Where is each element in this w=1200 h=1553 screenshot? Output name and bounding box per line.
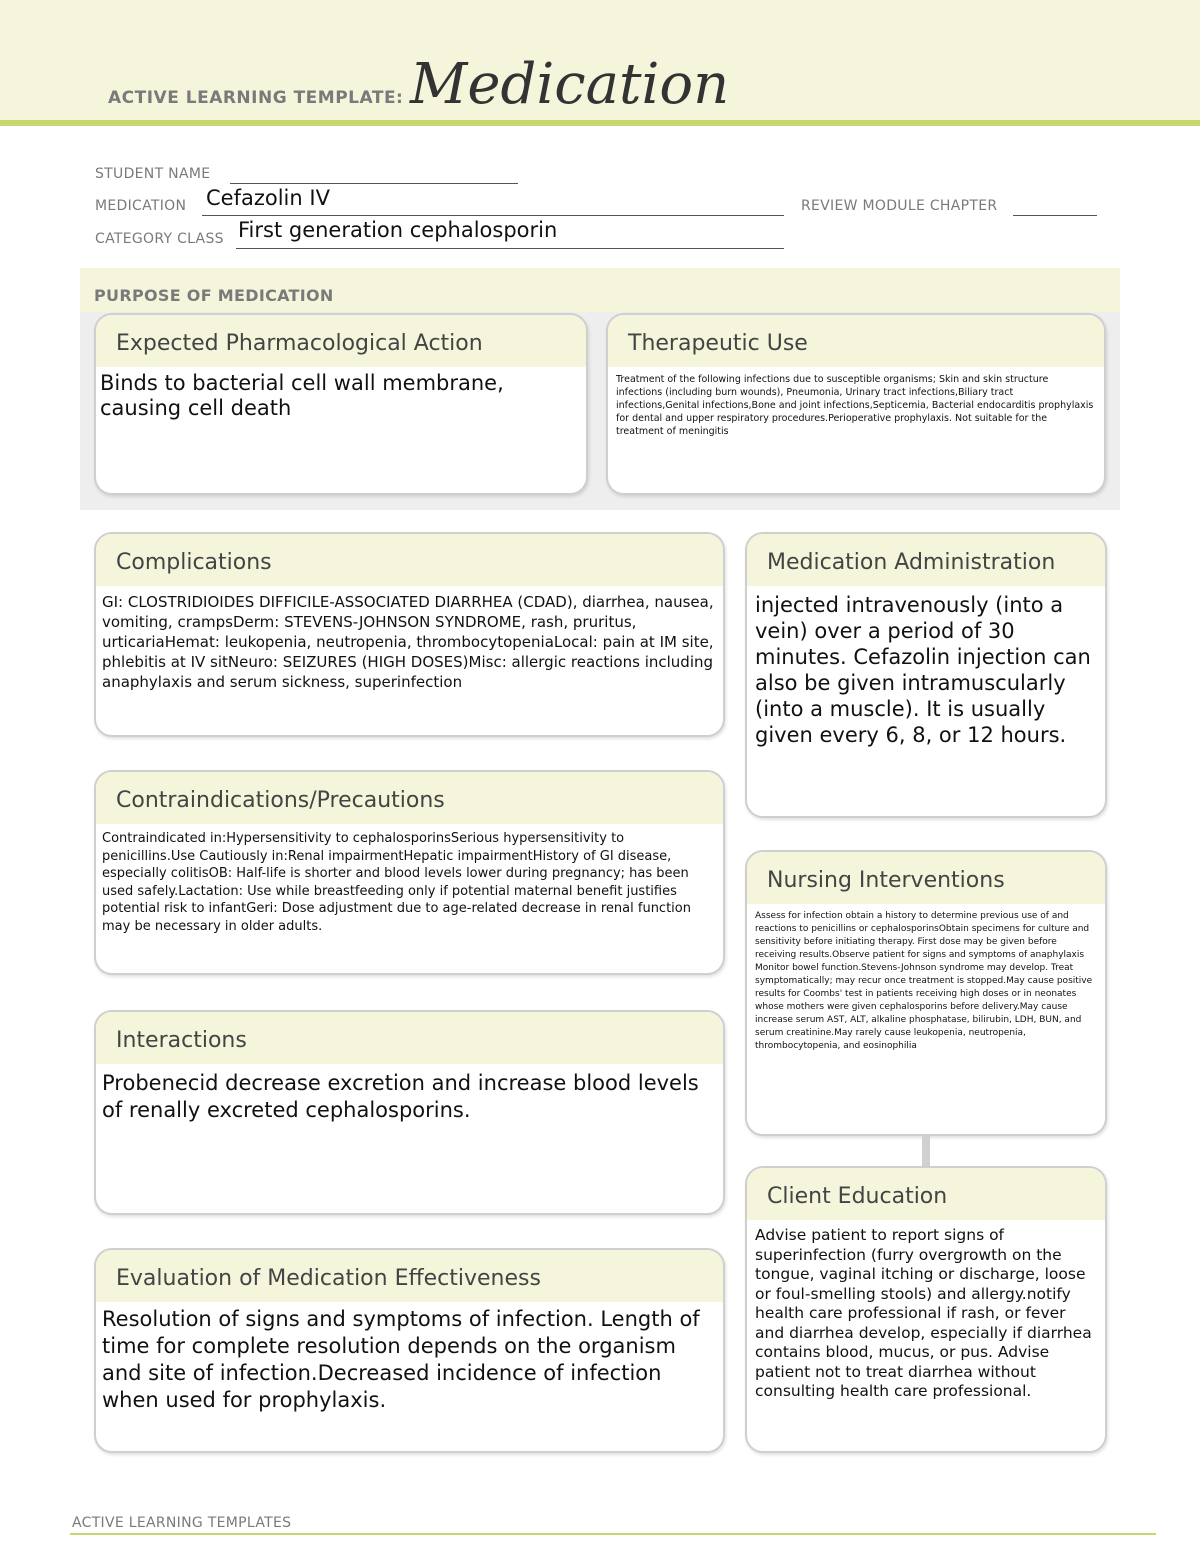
client-education-card (745, 1166, 1107, 1453)
purpose-label: PURPOSE OF MEDICATION (94, 286, 334, 305)
client-education-title: Client Education (747, 1168, 1105, 1220)
page-title: Medication (410, 52, 730, 117)
administration-text[interactable]: injected intravenously (into a vein) over a period of 30 minutes. Cefazolin injection can also be given intramuscularly (into a muscle). It is usually given every 6, 8, or 12 hours. (755, 593, 1091, 747)
student-name-label: STUDENT NAME (95, 166, 211, 182)
expected-action-card (94, 313, 588, 495)
interactions-title: Interactions (96, 1012, 723, 1064)
contraindications-title: Contraindications/Precautions (96, 772, 723, 824)
administration-title: Medication Administration (747, 534, 1105, 586)
footer-divider (70, 1533, 1156, 1535)
complications-card (94, 532, 725, 737)
evaluation-text[interactable]: Resolution of signs and symptoms of infection. Length of time for complete resolution depends on the organism and site of infection.Decreased incidence of infection when used for prophylaxis. (102, 1307, 700, 1412)
card-connector (922, 1136, 930, 1166)
template-prefix: ACTIVE LEARNING TEMPLATE: (108, 88, 404, 108)
expected-action-text[interactable]: Binds to bacterial cell wall membrane, causing cell death (100, 371, 504, 420)
expected-action-title: Expected Pharmacological Action (96, 315, 586, 367)
interactions-text[interactable]: Probenecid decrease excretion and increase blood levels of renally excreted cephalosporins. (102, 1071, 699, 1122)
client-education-text[interactable]: Advise patient to report signs of superinfection (furry overgrowth on the tongue, vaginal itching or discharge, loose or foul-smelling stools) and allergy.notify health care professional if rash, or fever and diarrhea develop, especially if diarrhea contains blood, mucus, or pus. Advise patient not to treat diarrhea without consulting health care professional. (755, 1226, 1092, 1400)
nursing-interventions-card (745, 850, 1107, 1136)
footer-text: ACTIVE LEARNING TEMPLATES (72, 1515, 292, 1531)
category-class-label: CATEGORY CLASS (95, 231, 224, 247)
therapeutic-use-card (606, 313, 1106, 495)
header-divider (0, 120, 1200, 126)
student-name-field[interactable] (230, 166, 518, 184)
therapeutic-use-text[interactable]: Treatment of the following infections due to susceptible organisms; Skin and skin structure infections (including burn wounds), Pneumonia, Urinary tract infections,Biliary tract infections,Genital infections,Bone and joint infections,Septicemia, Bacterial endocarditis prophylaxis for dental and upper respiratory procedures.Perioperative prophylaxis. Not suitable for the treatment of meningitis (616, 374, 1094, 437)
interactions-card (94, 1010, 725, 1215)
review-module-field[interactable] (1013, 198, 1097, 216)
contraindications-text[interactable]: Contraindicated in:Hypersensitivity to cephalosporinsSerious hypersensitivity to penicillins.Use Cautiously in:Renal impairmentHepatic impairmentHistory of GI disease, especially colitisOB: Half-life is shorter and blood levels lower during pregnancy; has been used safely.Lactation: Use while breastfeeding only if potential maternal benefit justifies potential risk to infantGeri: Dose adjustment due to age-related decrease in renal function may be necessary in older adults. (102, 831, 691, 934)
nursing-interventions-title: Nursing Interventions (747, 852, 1105, 904)
category-class-value: First generation cephalosporin (238, 218, 558, 242)
therapeutic-use-title: Therapeutic Use (608, 315, 1104, 367)
evaluation-card (94, 1248, 725, 1453)
complications-title: Complications (96, 534, 723, 586)
administration-card (745, 532, 1107, 818)
evaluation-title: Evaluation of Medication Effectiveness (96, 1250, 723, 1302)
complications-text[interactable]: GI: CLOSTRIDIOIDES DIFFICILE-ASSOCIATED DIARRHEA (CDAD), diarrhea, nausea, vomiting, crampsDerm: STEVENS-JOHNSON SYNDROME, rash, pruritus, urticariaHemat: leukopenia, neutropenia, thrombocytopeniaLocal: pain at IM site, phlebitis at IV sitNeuro: SEIZURES (HIGH DOSES)Misc: allergic reactions including anaphylaxis and serum sickness, superinfection (102, 593, 714, 691)
nursing-interventions-text[interactable]: Assess for infection obtain a history to determine previous use of and reactions to penicillins or cephalosporinsObtain specimens for culture and sensitivity before initiating therapy. First dose may be given before receiving results.Observe patient for signs and symptoms of anaphylaxis Monitor bowel function.Stevens-Johnson syndrome may develop. Treat symptomatically; may recur once treatment is stopped.May cause positive results for Coombs' test in patients receiving high doses or in neonates whose mothers were given cephalosporins before delivery.May cause increase serum AST, ALT, alkaline phosphatase, bilirubin, LDH, BUN, and serum creatinine.May rarely cause leukopenia, neutropenia, thrombocytopenia, and eosinophilia (755, 911, 1093, 1051)
contraindications-card (94, 770, 725, 975)
medication-value: Cefazolin IV (206, 186, 330, 210)
review-module-label: REVIEW MODULE CHAPTER (801, 198, 998, 214)
medication-label: MEDICATION (95, 198, 187, 214)
